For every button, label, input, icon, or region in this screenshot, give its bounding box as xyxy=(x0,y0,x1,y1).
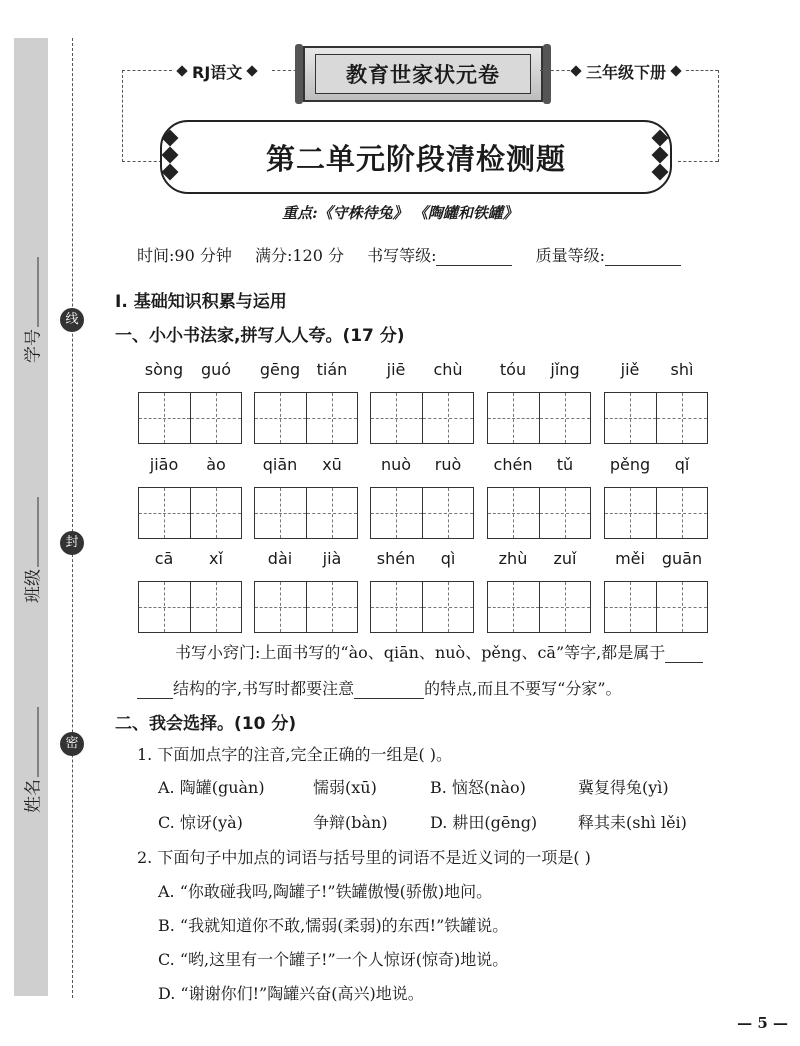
option-text: 争辩(bàn) xyxy=(313,813,388,832)
pinyin-syllable: chén xyxy=(493,455,533,474)
pinyin-syllable: xǐ xyxy=(209,549,223,568)
character-cell[interactable] xyxy=(539,393,591,443)
character-cell[interactable] xyxy=(306,393,358,443)
character-grid xyxy=(487,581,591,633)
tip-text-1: 书写小窍门:上面书写的“ào、qiān、nuò、pěng、cā”等字,都是属于 xyxy=(175,643,666,662)
character-cell[interactable] xyxy=(306,488,358,538)
word-box xyxy=(138,455,242,539)
character-grid xyxy=(370,487,474,539)
pinyin-syllable: zuǐ xyxy=(553,549,577,568)
character-grid xyxy=(487,392,591,444)
pinyin-syllable: chù xyxy=(433,360,463,379)
character-cell[interactable] xyxy=(422,582,474,632)
pinyin-syllable: guān xyxy=(661,549,703,568)
pinyin-syllable: qiān xyxy=(262,455,298,474)
tip-blank-2[interactable] xyxy=(354,698,424,699)
character-cell[interactable] xyxy=(371,393,422,443)
character-cell[interactable] xyxy=(139,488,190,538)
character-cell[interactable] xyxy=(255,488,306,538)
q2-item1-C1[interactable] xyxy=(158,810,243,833)
name-field[interactable] xyxy=(17,700,45,820)
series-scroll xyxy=(303,46,543,102)
character-cell[interactable] xyxy=(139,393,190,443)
name-label: 姓名 xyxy=(23,779,44,813)
q1-title: 一、小小书法家,拼写人人夸。(17 分) xyxy=(115,326,405,346)
grade-label xyxy=(566,58,686,84)
pinyin-row xyxy=(370,455,474,479)
pinyin-syllable: guó xyxy=(200,360,232,379)
tip-blank-1[interactable] xyxy=(665,662,703,663)
q2-item1-stem: 1. 下面加点字的注音,完全正确的一组是( )。 xyxy=(137,745,453,764)
class-field[interactable] xyxy=(17,490,45,610)
q2-item1-A2 xyxy=(313,775,377,798)
word-box xyxy=(604,360,708,444)
character-cell[interactable] xyxy=(488,488,539,538)
character-cell[interactable] xyxy=(371,582,422,632)
q2-item2-C[interactable]: C. “哟,这里有一个罐子!”一个人惊讶(惊奇)地说。 xyxy=(158,950,509,969)
pinyin-syllable: měi xyxy=(615,549,645,568)
pinyin-row xyxy=(604,455,708,479)
character-cell[interactable] xyxy=(605,393,656,443)
pinyin-syllable: shì xyxy=(670,360,694,379)
character-cell[interactable] xyxy=(605,582,656,632)
cut-line xyxy=(72,38,73,998)
character-grid xyxy=(370,581,474,633)
q2-item2-D[interactable]: D. “谢谢你们!”陶罐兴奋(高兴)地说。 xyxy=(158,984,424,1003)
option-text: C. 惊讶(yà) xyxy=(158,813,243,832)
pinyin-syllable: jiě xyxy=(620,360,640,379)
character-cell[interactable] xyxy=(488,393,539,443)
word-box xyxy=(604,455,708,539)
pinyin-syllable: gēng xyxy=(259,360,301,379)
option-text: B. 恼怒(nào) xyxy=(430,778,526,797)
pinyin-syllable: ào xyxy=(206,455,226,474)
pinyin-syllable: jiāo xyxy=(149,455,179,474)
pinyin-row xyxy=(487,360,591,384)
tip-line-1 xyxy=(175,640,703,663)
character-grid xyxy=(138,487,242,539)
option-text: 释其耒(shì lěi) xyxy=(578,813,687,832)
character-grid xyxy=(487,487,591,539)
word-box xyxy=(138,360,242,444)
option-text: D. 耕田(gēng) xyxy=(430,813,538,832)
character-cell[interactable] xyxy=(488,582,539,632)
q2-item1-B2 xyxy=(578,775,669,798)
character-cell[interactable] xyxy=(539,488,591,538)
exam-info xyxy=(137,243,699,266)
tip-text-2a: 结构的字,书写时都要注意 xyxy=(173,679,355,698)
pinyin-syllable: tián xyxy=(316,360,348,379)
header-dash-left-v xyxy=(122,70,123,162)
pinyin-syllable: nuò xyxy=(380,455,412,474)
character-grid xyxy=(604,581,708,633)
header-dash-left xyxy=(122,70,172,71)
seal-line: 线 xyxy=(60,308,84,332)
pinyin-row xyxy=(604,360,708,384)
student-id-label: 学号 xyxy=(23,329,44,363)
word-box xyxy=(370,360,474,444)
character-cell[interactable] xyxy=(371,488,422,538)
word-box xyxy=(487,549,591,633)
pinyin-syllable: qì xyxy=(440,549,456,568)
pinyin-row xyxy=(138,455,242,479)
q2-item2-stem: 2. 下面句子中加点的词语与括号里的词语不是近义词的一项是( ) xyxy=(137,848,591,867)
q2-item2-A[interactable]: A. “你敢碰我吗,陶罐子!”铁罐傲慢(骄傲)地问。 xyxy=(158,882,493,901)
character-grid xyxy=(604,487,708,539)
tip-blank-1-cont[interactable] xyxy=(137,698,173,699)
pinyin-row xyxy=(254,455,358,479)
word-box xyxy=(370,455,474,539)
student-id-field[interactable] xyxy=(17,250,45,370)
character-cell[interactable] xyxy=(190,488,242,538)
tip-text-2b: 的特点,而且不要写“分家”。 xyxy=(424,679,622,698)
class-label: 班级 xyxy=(23,569,44,603)
q2-title: 二、我会选择。(10 分) xyxy=(115,714,297,734)
seal-seal: 封 xyxy=(60,531,84,555)
writing-grade-blank[interactable] xyxy=(436,265,512,266)
exam-time: 时间:90 分钟 xyxy=(137,246,232,265)
character-cell[interactable] xyxy=(306,582,358,632)
word-box xyxy=(254,455,358,539)
page-title: 第二单元阶段清检测题 xyxy=(160,120,672,194)
character-grid xyxy=(370,392,474,444)
q2-item1-D1[interactable] xyxy=(430,810,537,833)
header-dash-right-b xyxy=(678,161,718,162)
word-box xyxy=(370,549,474,633)
pinyin-row xyxy=(487,549,591,573)
banner-diamonds-right xyxy=(654,132,666,178)
pinyin-row xyxy=(138,360,242,384)
character-cell[interactable] xyxy=(190,393,242,443)
q2-item2-B[interactable]: B. “我就知道你不敢,懦弱(柔弱)的东西!”铁罐说。 xyxy=(158,916,509,935)
pinyin-syllable: pěng xyxy=(609,455,651,474)
word-box xyxy=(487,360,591,444)
writing-grade-label: 书写等级: xyxy=(367,246,437,265)
header-dash-right-v xyxy=(718,70,719,162)
character-cell[interactable] xyxy=(255,393,306,443)
pinyin-syllable: dài xyxy=(267,549,293,568)
q2-item1-A1[interactable] xyxy=(158,775,265,798)
part1-heading: Ⅰ. 基础知识积累与运用 xyxy=(115,292,287,312)
grade-text: 三年级下册 xyxy=(586,62,667,82)
word-box xyxy=(138,549,242,633)
pinyin-row xyxy=(370,360,474,384)
character-cell[interactable] xyxy=(139,582,190,632)
header-dash-right xyxy=(686,70,718,71)
character-grid xyxy=(254,487,358,539)
focus-line: 重点:《守株待兔》 《陶罐和铁罐》 xyxy=(282,204,518,222)
pinyin-row xyxy=(604,549,708,573)
word-box xyxy=(254,549,358,633)
quality-grade-blank[interactable] xyxy=(605,265,681,266)
q2-item1-D2 xyxy=(578,810,687,833)
pinyin-syllable: shén xyxy=(376,549,416,568)
pinyin-syllable: tóu xyxy=(499,360,527,379)
pinyin-syllable: sòng xyxy=(144,360,184,379)
q2-item1-C2 xyxy=(313,810,388,833)
option-text: A. 陶罐(guàn) xyxy=(158,778,265,797)
exam-full-score: 满分:120 分 xyxy=(254,246,344,265)
character-grid xyxy=(138,392,242,444)
character-cell[interactable] xyxy=(255,582,306,632)
character-cell[interactable] xyxy=(190,582,242,632)
quality-grade-label: 质量等级: xyxy=(535,246,605,265)
character-cell[interactable] xyxy=(539,582,591,632)
word-box xyxy=(487,455,591,539)
pinyin-row xyxy=(138,549,242,573)
character-grid xyxy=(138,581,242,633)
word-box xyxy=(254,360,358,444)
character-grid xyxy=(254,581,358,633)
character-cell[interactable] xyxy=(656,393,708,443)
pinyin-row xyxy=(487,455,591,479)
pinyin-syllable: tǔ xyxy=(556,455,574,474)
pinyin-row xyxy=(254,360,358,384)
pinyin-syllable: jiē xyxy=(386,360,406,379)
subject-label xyxy=(172,58,262,84)
q2-item1-B1[interactable] xyxy=(430,775,526,798)
option-text: 懦弱(xū) xyxy=(313,778,377,797)
pinyin-syllable: jià xyxy=(322,549,342,568)
tip-line-2 xyxy=(137,676,622,699)
pinyin-syllable: zhù xyxy=(498,549,528,568)
word-box xyxy=(604,549,708,633)
subject-text: RJ语文 xyxy=(192,62,243,82)
pinyin-syllable: qǐ xyxy=(674,455,690,474)
character-cell[interactable] xyxy=(656,488,708,538)
pinyin-syllable: cā xyxy=(154,549,174,568)
option-text: 冀复得兔(yì) xyxy=(578,778,669,797)
page-number: — 5 — xyxy=(737,1014,788,1032)
pinyin-row xyxy=(370,549,474,573)
character-cell[interactable] xyxy=(656,582,708,632)
character-grid xyxy=(604,392,708,444)
pinyin-row xyxy=(254,549,358,573)
character-cell[interactable] xyxy=(422,488,474,538)
pinyin-syllable: jǐng xyxy=(550,360,580,379)
pinyin-syllable: xū xyxy=(322,455,342,474)
series-title: 教育世家状元卷 xyxy=(315,54,531,94)
seal-secret: 密 xyxy=(60,732,84,756)
header-dash-left-b xyxy=(122,161,162,162)
pinyin-syllable: ruò xyxy=(434,455,462,474)
character-cell[interactable] xyxy=(605,488,656,538)
character-cell[interactable] xyxy=(422,393,474,443)
character-grid xyxy=(254,392,358,444)
